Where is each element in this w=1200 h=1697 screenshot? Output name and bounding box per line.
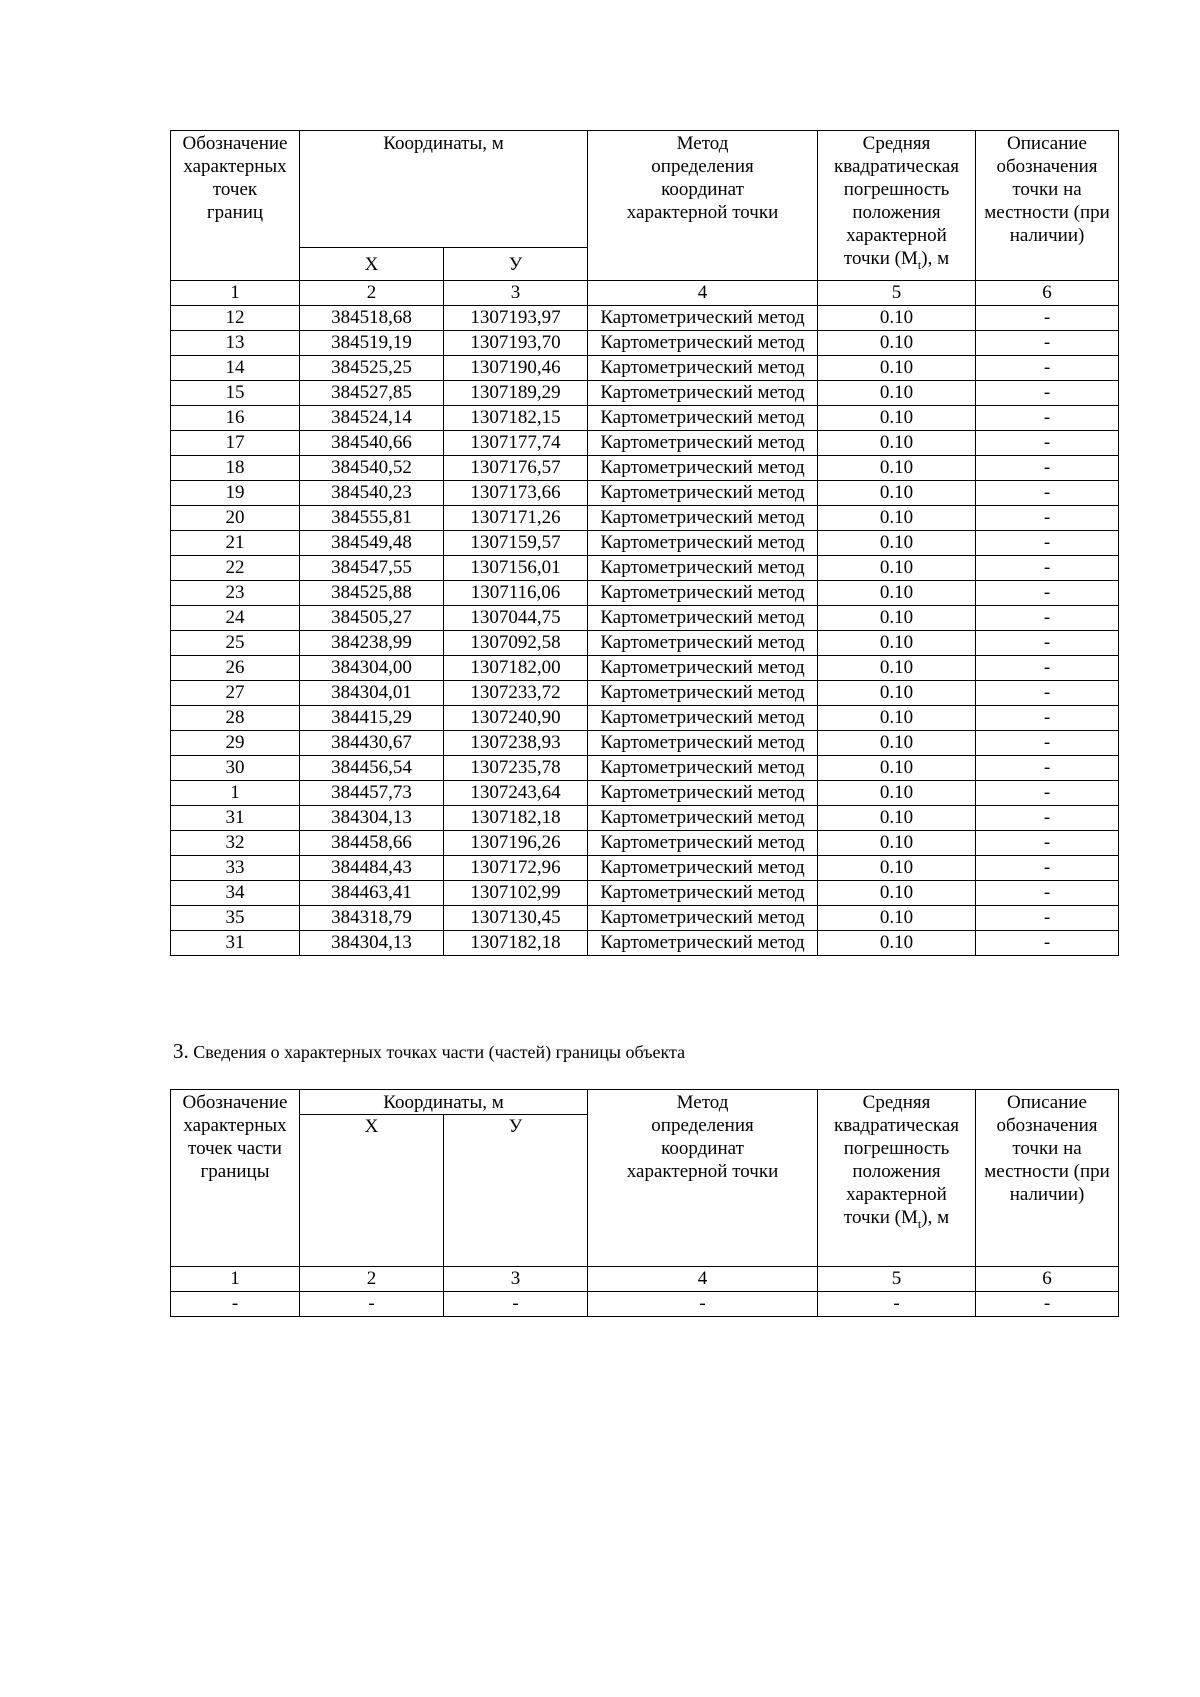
header-line: Средняя: [862, 1092, 931, 1113]
cell-y: 1307172,96: [444, 856, 588, 881]
cell-error: 0.10: [818, 606, 976, 631]
header-text: точки (М: [843, 1207, 918, 1228]
cell-description: -: [976, 656, 1119, 681]
column-number: 2: [300, 281, 444, 306]
header-line: квадратическая: [834, 156, 959, 177]
cell-y: 1307092,58: [444, 631, 588, 656]
table-row: [171, 906, 1119, 931]
cell-point-number: 16: [171, 406, 300, 431]
table-row: [171, 356, 1119, 381]
cell-method: Картометрический метод: [588, 581, 818, 606]
table-row: [171, 506, 1119, 531]
cell-description: -: [976, 681, 1119, 706]
cell-method: Картометрический метод: [588, 931, 818, 956]
cell-method: Картометрический метод: [588, 406, 818, 431]
cell-x: 384547,55: [300, 556, 444, 581]
table-row: [171, 806, 1119, 831]
cell-y: 1307240,90: [444, 706, 588, 731]
cell-error: 0.10: [818, 456, 976, 481]
cell-x: 384430,67: [300, 731, 444, 756]
cell-method: Картометрический метод: [588, 681, 818, 706]
header-line: точек части: [188, 1138, 282, 1159]
table-row: [171, 706, 1119, 731]
cell-point-number: 1: [171, 781, 300, 806]
cell-method: Картометрический метод: [588, 506, 818, 531]
header-line: характерной: [846, 225, 947, 246]
cell-y: 1307182,18: [444, 931, 588, 956]
cell-y: 1307177,74: [444, 431, 588, 456]
column-number: 2: [300, 1267, 444, 1292]
cell-method: Картометрический метод: [588, 731, 818, 756]
cell-x: 384518,68: [300, 306, 444, 331]
cell-error: 0.10: [818, 531, 976, 556]
cell-point-number: -: [171, 1292, 300, 1317]
header-line: наличии): [1009, 225, 1085, 246]
table-row: [171, 556, 1119, 581]
cell-point-number: 21: [171, 531, 300, 556]
cell-method: Картометрический метод: [588, 856, 818, 881]
cell-y: 1307176,57: [444, 456, 588, 481]
cell-point-number: 13: [171, 331, 300, 356]
cell-description: -: [976, 931, 1119, 956]
header-line: точки на: [1012, 1138, 1082, 1159]
cell-method: Картометрический метод: [588, 481, 818, 506]
cell-description: -: [976, 481, 1119, 506]
header-line: [818, 247, 975, 270]
cell-point-number: 25: [171, 631, 300, 656]
cell-description: -: [976, 831, 1119, 856]
cell-description: -: [976, 606, 1119, 631]
cell-method: Картометрический метод: [588, 606, 818, 631]
cell-error: 0.10: [818, 831, 976, 856]
table-row: [171, 331, 1119, 356]
column-number: 4: [588, 281, 818, 306]
cell-x: 384484,43: [300, 856, 444, 881]
cell-x: 384458,66: [300, 831, 444, 856]
cell-error: -: [818, 1292, 976, 1317]
header-line: координат: [661, 179, 744, 200]
header-mean-error: [818, 1090, 976, 1267]
cell-error: 0.10: [818, 681, 976, 706]
cell-description: -: [976, 581, 1119, 606]
cell-y: 1307102,99: [444, 881, 588, 906]
cell-y: 1307182,00: [444, 656, 588, 681]
table-row: [171, 531, 1119, 556]
cell-method: Картометрический метод: [588, 306, 818, 331]
cell-error: 0.10: [818, 781, 976, 806]
cell-y: 1307171,26: [444, 506, 588, 531]
cell-method: Картометрический метод: [588, 531, 818, 556]
table-row: [171, 606, 1119, 631]
cell-error: 0.10: [818, 931, 976, 956]
cell-method: Картометрический метод: [588, 381, 818, 406]
cell-x: 384524,14: [300, 406, 444, 431]
cell-x: -: [300, 1292, 444, 1317]
cell-y: 1307193,70: [444, 331, 588, 356]
header-point-designation: [171, 1090, 300, 1267]
cell-point-number: 29: [171, 731, 300, 756]
cell-error: 0.10: [818, 906, 976, 931]
cell-x: 384415,29: [300, 706, 444, 731]
header-line: координат: [661, 1138, 744, 1159]
header-line: характерных: [183, 156, 287, 177]
cell-y: 1307190,46: [444, 356, 588, 381]
table-row: [171, 831, 1119, 856]
cell-y: 1307196,26: [444, 831, 588, 856]
cell-point-number: 23: [171, 581, 300, 606]
table-row: [171, 881, 1119, 906]
cell-y: 1307243,64: [444, 781, 588, 806]
column-number: 1: [171, 281, 300, 306]
table-row: [171, 381, 1119, 406]
table-row: [171, 481, 1119, 506]
cell-x: 384456,54: [300, 756, 444, 781]
header-x: Х: [300, 248, 444, 281]
section-title: Сведения о характерных точках части (частей) границы объекта: [193, 1042, 686, 1062]
cell-x: 384540,23: [300, 481, 444, 506]
table-row: [171, 1292, 1119, 1317]
cell-x: 384304,01: [300, 681, 444, 706]
cell-x: 384540,52: [300, 456, 444, 481]
header-line: точки на: [1012, 179, 1082, 200]
cell-point-number: 31: [171, 806, 300, 831]
header-line: определения: [651, 156, 754, 177]
cell-y: -: [444, 1292, 588, 1317]
cell-description: -: [976, 731, 1119, 756]
cell-y: 1307193,97: [444, 306, 588, 331]
cell-description: -: [976, 631, 1119, 656]
cell-point-number: 14: [171, 356, 300, 381]
cell-method: Картометрический метод: [588, 881, 818, 906]
table-row: [171, 631, 1119, 656]
cell-method: Картометрический метод: [588, 556, 818, 581]
header-line: положения: [852, 202, 941, 223]
table-row: [171, 406, 1119, 431]
cell-method: Картометрический метод: [588, 906, 818, 931]
header-line: точек: [212, 179, 258, 200]
header-x: Х: [300, 1115, 444, 1267]
cell-x: 384238,99: [300, 631, 444, 656]
cell-error: 0.10: [818, 806, 976, 831]
cell-error: 0.10: [818, 506, 976, 531]
header-line: Метод: [676, 133, 729, 154]
cell-description: -: [976, 856, 1119, 881]
cell-description: -: [976, 706, 1119, 731]
cell-x: 384519,19: [300, 331, 444, 356]
header-line: положения: [852, 1161, 941, 1182]
header-description: [976, 131, 1119, 281]
table-row: [171, 756, 1119, 781]
cell-x: 384304,00: [300, 656, 444, 681]
header-line: Описание: [1007, 1092, 1087, 1113]
header-line: Средняя: [862, 133, 931, 154]
cell-point-number: 32: [171, 831, 300, 856]
section-3-heading: [173, 1039, 685, 1064]
header-coordinates: Координаты, м: [300, 131, 588, 248]
cell-method: Картометрический метод: [588, 831, 818, 856]
header-line: [818, 1206, 975, 1229]
cell-error: 0.10: [818, 381, 976, 406]
cell-error: 0.10: [818, 881, 976, 906]
column-number: 3: [444, 1267, 588, 1292]
header-y: У: [444, 1115, 588, 1267]
header-line: Обозначение: [182, 1092, 288, 1113]
subscript-t: t: [917, 1216, 922, 1231]
header-line: определения: [651, 1115, 754, 1136]
header-mean-error: [818, 131, 976, 281]
header-method: [588, 1090, 818, 1267]
cell-method: Картометрический метод: [588, 631, 818, 656]
cell-description: -: [976, 356, 1119, 381]
table-row: [171, 581, 1119, 606]
cell-x: 384463,41: [300, 881, 444, 906]
table-row: [171, 681, 1119, 706]
header-line: местности (при: [984, 202, 1110, 223]
table-row: [171, 306, 1119, 331]
cell-x: 384540,66: [300, 431, 444, 456]
cell-description: -: [976, 1292, 1119, 1317]
cell-y: 1307182,15: [444, 406, 588, 431]
cell-description: -: [976, 806, 1119, 831]
cell-point-number: 20: [171, 506, 300, 531]
header-line: обозначения: [996, 156, 1098, 177]
cell-point-number: 34: [171, 881, 300, 906]
section-number: 3.: [173, 1039, 189, 1063]
cell-point-number: 30: [171, 756, 300, 781]
cell-method: Картометрический метод: [588, 431, 818, 456]
cell-point-number: 24: [171, 606, 300, 631]
header-line: обозначения: [996, 1115, 1098, 1136]
cell-error: 0.10: [818, 406, 976, 431]
cell-x: 384527,85: [300, 381, 444, 406]
header-coordinates: Координаты, м: [300, 1090, 588, 1115]
table-row: [171, 656, 1119, 681]
cell-description: -: [976, 406, 1119, 431]
cell-y: 1307235,78: [444, 756, 588, 781]
cell-point-number: 12: [171, 306, 300, 331]
header-line: наличии): [1009, 1184, 1085, 1205]
table-row: [171, 731, 1119, 756]
cell-point-number: 15: [171, 381, 300, 406]
cell-description: -: [976, 556, 1119, 581]
cell-error: 0.10: [818, 331, 976, 356]
cell-description: -: [976, 906, 1119, 931]
cell-description: -: [976, 456, 1119, 481]
header-line: характерной точки: [626, 202, 779, 223]
cell-method: Картометрический метод: [588, 656, 818, 681]
cell-point-number: 33: [171, 856, 300, 881]
cell-error: 0.10: [818, 431, 976, 456]
cell-y: 1307116,06: [444, 581, 588, 606]
boundary-part-points-table: [170, 1089, 1119, 1317]
column-number: 3: [444, 281, 588, 306]
cell-method: Картометрический метод: [588, 781, 818, 806]
cell-method: Картометрический метод: [588, 456, 818, 481]
cell-y: 1307156,01: [444, 556, 588, 581]
table-row: [171, 456, 1119, 481]
header-line: характерной точки: [626, 1161, 779, 1182]
cell-method: Картометрический метод: [588, 756, 818, 781]
cell-x: 384549,48: [300, 531, 444, 556]
cell-y: 1307044,75: [444, 606, 588, 631]
cell-description: -: [976, 881, 1119, 906]
cell-description: -: [976, 531, 1119, 556]
cell-method: Картометрический метод: [588, 806, 818, 831]
cell-error: 0.10: [818, 306, 976, 331]
cell-description: -: [976, 381, 1119, 406]
cell-y: 1307238,93: [444, 731, 588, 756]
boundary-points-table: [170, 130, 1119, 956]
cell-description: -: [976, 431, 1119, 456]
header-line: погрешность: [843, 179, 950, 200]
table-row: [171, 856, 1119, 881]
header-text: ), м: [921, 248, 950, 269]
header-text: ), м: [921, 1207, 950, 1228]
subscript-t: t: [917, 257, 922, 272]
header-description: [976, 1090, 1119, 1267]
column-numbers-row: [171, 1267, 1119, 1292]
cell-error: 0.10: [818, 856, 976, 881]
cell-description: -: [976, 506, 1119, 531]
header-line: характерных: [183, 1115, 287, 1136]
cell-method: Картометрический метод: [588, 706, 818, 731]
header-line: погрешность: [843, 1138, 950, 1159]
header-text: точки (М: [843, 248, 918, 269]
column-numbers-row: [171, 281, 1119, 306]
cell-point-number: 35: [171, 906, 300, 931]
cell-error: 0.10: [818, 656, 976, 681]
table-row: [171, 781, 1119, 806]
header-line: характерной: [846, 1184, 947, 1205]
cell-y: 1307189,29: [444, 381, 588, 406]
header-line: местности (при: [984, 1161, 1110, 1182]
cell-x: 384318,79: [300, 906, 444, 931]
header-line: Метод: [676, 1092, 729, 1113]
cell-error: 0.10: [818, 631, 976, 656]
column-number: 6: [976, 1267, 1119, 1292]
column-number: 5: [818, 1267, 976, 1292]
cell-x: 384525,88: [300, 581, 444, 606]
cell-error: 0.10: [818, 556, 976, 581]
cell-point-number: 22: [171, 556, 300, 581]
cell-y: 1307182,18: [444, 806, 588, 831]
cell-method: -: [588, 1292, 818, 1317]
cell-description: -: [976, 756, 1119, 781]
header-line: квадратическая: [834, 1115, 959, 1136]
cell-description: -: [976, 306, 1119, 331]
cell-point-number: 26: [171, 656, 300, 681]
cell-y: 1307130,45: [444, 906, 588, 931]
cell-method: Картометрический метод: [588, 356, 818, 381]
header-point-designation: [171, 131, 300, 281]
column-number: 6: [976, 281, 1119, 306]
cell-x: 384457,73: [300, 781, 444, 806]
header-method: [588, 131, 818, 281]
header-line: границ: [206, 202, 264, 223]
cell-description: -: [976, 781, 1119, 806]
cell-point-number: 28: [171, 706, 300, 731]
table-row: [171, 931, 1119, 956]
cell-description: -: [976, 331, 1119, 356]
cell-error: 0.10: [818, 481, 976, 506]
cell-point-number: 31: [171, 931, 300, 956]
cell-point-number: 18: [171, 456, 300, 481]
cell-point-number: 27: [171, 681, 300, 706]
header-line: границы: [200, 1161, 270, 1182]
cell-x: 384304,13: [300, 806, 444, 831]
column-number: 4: [588, 1267, 818, 1292]
cell-x: 384555,81: [300, 506, 444, 531]
cell-method: Картометрический метод: [588, 331, 818, 356]
cell-error: 0.10: [818, 756, 976, 781]
cell-error: 0.10: [818, 731, 976, 756]
column-number: 1: [171, 1267, 300, 1292]
cell-error: 0.10: [818, 581, 976, 606]
cell-point-number: 19: [171, 481, 300, 506]
cell-x: 384304,13: [300, 931, 444, 956]
column-number: 5: [818, 281, 976, 306]
cell-error: 0.10: [818, 356, 976, 381]
cell-x: 384525,25: [300, 356, 444, 381]
cell-point-number: 17: [171, 431, 300, 456]
table-row: [171, 431, 1119, 456]
header-line: Описание: [1007, 133, 1087, 154]
header-y: У: [444, 248, 588, 281]
cell-x: 384505,27: [300, 606, 444, 631]
cell-error: 0.10: [818, 706, 976, 731]
cell-y: 1307173,66: [444, 481, 588, 506]
cell-y: 1307233,72: [444, 681, 588, 706]
cell-y: 1307159,57: [444, 531, 588, 556]
header-line: Обозначение: [182, 133, 288, 154]
